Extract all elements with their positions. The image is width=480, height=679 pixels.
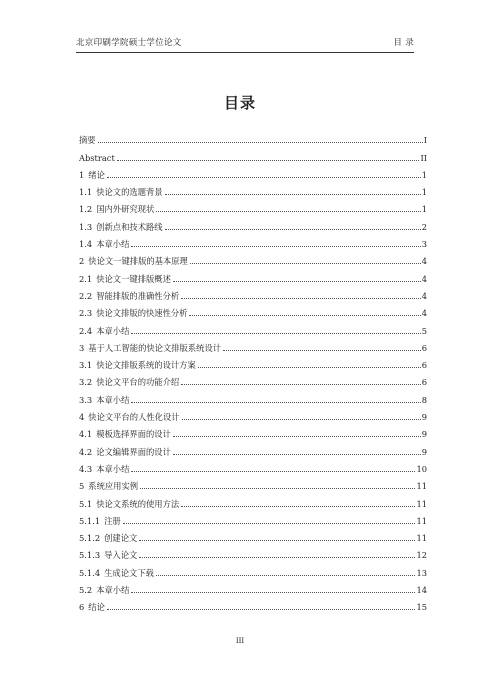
toc-entry-page: 1 [421,204,427,215]
toc-entry[interactable] [79,336,427,353]
toc-entry-label [79,343,221,353]
toc-entry-page: 11 [416,515,427,526]
toc-dot-leader [131,592,415,593]
toc-entry-label [79,153,115,163]
toc-entry[interactable] [79,439,427,456]
toc-entry-label [79,602,105,612]
toc-entry[interactable] [79,509,427,526]
toc-dot-leader [189,315,420,316]
toc-dot-leader [181,384,421,385]
toc-entry-number: 4 [79,412,85,423]
toc-entry-page: 4 [421,290,427,301]
toc-entry-text: 快论文一键排版概述 [96,273,171,284]
toc-entry-page: 6 [421,342,427,353]
toc-entry-number: 2.1 [79,273,93,284]
toc-entry[interactable] [79,284,427,301]
toc-entry-label [79,516,121,526]
toc-entry-label [79,395,129,405]
toc-entry[interactable] [79,145,427,162]
toc-entry-text: 快论文系统的使用方法 [96,498,180,509]
toc-entry[interactable] [79,266,427,283]
toc-entry-text: 结论 [88,602,105,613]
toc-entry-page: 1 [421,187,427,198]
toc-entry-page: 9 [421,412,427,423]
toc-dot-leader [223,350,421,351]
toc-entry-number: 5.1.4 [79,567,101,578]
toc-entry-text: 论文编辑界面的设计 [96,446,171,457]
toc-entry-text: 本章小结 [96,239,130,250]
toc-entry-page: II [420,152,427,163]
toc-entry[interactable] [79,457,427,474]
toc-entry-text: 生成论文下载 [104,567,154,578]
toc-dot-leader [139,557,415,558]
toc-entry-text: 快论文一键排版的基本原理 [88,256,188,267]
toc-entry-number: 6 [79,602,85,613]
toc-entry[interactable] [79,353,427,370]
toc-entry-number: 5.1 [79,498,93,509]
toc-entry[interactable] [79,232,427,249]
toc-dot-leader [182,419,421,420]
toc-dot-leader [181,298,421,299]
toc-entry-number: 3.3 [79,394,93,405]
toc-entry-page: I [423,135,427,146]
toc-entry-page: 6 [421,360,427,371]
toc-entry-label [79,499,179,509]
toc-entry-text: 本章小结 [96,394,130,405]
toc-entry-text: 快论文排版系统的设计方案 [96,360,196,371]
toc-entry-label [79,481,138,491]
toc-entry-text: 系统应用实例 [88,481,139,492]
toc-entry-number: 4.2 [79,446,93,457]
toc-entry-number: 3.2 [79,377,93,388]
toc-dot-leader [131,333,420,334]
header-section-name: 目 录 [393,38,414,48]
toc-dot-leader [198,367,421,368]
header-thesis-title: 北京印刷学院硕士学位论文 [76,38,182,48]
toc-entry[interactable] [79,526,427,543]
page-number: III [235,637,245,645]
toc-entry-text: 快论文平台的人性化设计 [88,412,180,423]
toc-entry-page: 6 [421,377,427,388]
toc-dot-leader [123,523,416,524]
toc-entry-number: 3.1 [79,360,93,371]
toc-entry-page: 11 [416,498,427,509]
toc-dot-leader [173,454,421,455]
toc-entry-text: Abstract [79,152,115,163]
toc-entry-label [79,550,137,560]
table-of-contents [79,128,427,612]
toc-entry-label [79,222,163,232]
toc-entry-number: 1.3 [79,221,93,232]
toc-entry-number: 5.1.2 [79,533,101,544]
toc-entry-page: 4 [421,308,427,319]
toc-entry[interactable] [79,560,427,577]
toc-entry-label [79,568,154,578]
toc-entry[interactable] [79,197,427,214]
toc-dot-leader [156,211,420,212]
toc-dot-leader [181,506,415,507]
toc-entry-page: 10 [416,463,427,474]
toc-entry[interactable] [79,128,427,145]
toc-entry[interactable] [79,474,427,491]
toc-entry[interactable] [79,301,427,318]
toc-entry-label [79,360,196,370]
toc-entry-number: 3 [79,342,85,353]
toc-entry[interactable] [79,543,427,560]
toc-entry[interactable] [79,387,427,404]
toc-entry-text: 国内外研究现状 [96,204,155,215]
toc-entry-label [79,377,179,387]
toc-entry-number: 2.4 [79,325,93,336]
toc-entry-page: 9 [421,429,427,440]
toc-dot-leader [190,263,421,264]
toc-entry-number: 4.3 [79,463,93,474]
toc-entry-number: 4.1 [79,429,93,440]
toc-entry-text: 创建论文 [104,533,138,544]
toc-entry-number: 1.4 [79,239,93,250]
toc-entry-text: 模板选择界面的设计 [96,429,171,440]
toc-entry-page: 5 [421,325,427,336]
toc-entry-number: 1.1 [79,187,93,198]
toc-entry[interactable] [79,405,427,422]
toc-entry-label [79,533,137,543]
toc-entry-page: 14 [416,585,427,596]
toc-entry-page: 8 [421,394,427,405]
toc-entry-page: 11 [416,533,427,544]
toc-entry-text: 快论文平台的功能介绍 [96,377,180,388]
toc-entry-page: 1 [421,169,427,180]
toc-entry-label [79,187,163,197]
toc-entry-number: 5 [79,481,85,492]
toc-entry-number: 1.2 [79,204,93,215]
toc-dot-leader [165,194,421,195]
toc-entry-page: 4 [421,273,427,284]
toc-dot-leader [131,402,420,403]
toc-entry-text: 创新点和技术路线 [96,221,163,232]
toc-entry-number: 5.2 [79,585,93,596]
toc-entry-label [79,291,179,301]
toc-entry-number: 2.3 [79,308,93,319]
header-divider [76,52,414,53]
toc-entry-number: 1 [79,169,85,180]
toc-dot-leader [131,471,415,472]
toc-entry-label [79,239,129,249]
toc-entry[interactable] [79,578,427,595]
page-title: 目录 [223,94,256,112]
toc-entry-label [79,204,154,214]
toc-entry-label [79,429,171,439]
toc-entry-label [79,274,171,284]
toc-entry-page: 2 [421,221,427,232]
toc-dot-leader [140,488,415,489]
toc-entry[interactable] [79,491,427,508]
toc-entry-label [79,256,188,266]
toc-entry[interactable] [79,214,427,231]
toc-entry[interactable] [79,249,427,266]
toc-entry-label [79,308,187,318]
running-header [76,36,414,48]
toc-entry-label [79,585,129,595]
toc-entry[interactable] [79,318,427,335]
toc-dot-leader [117,160,420,161]
toc-entry-number: 5.1.3 [79,550,101,561]
toc-entry-label [79,326,129,336]
toc-dot-leader [156,575,416,576]
toc-entry[interactable] [79,370,427,387]
toc-dot-leader [98,142,423,143]
toc-dot-leader [131,246,420,247]
toc-entry-text: 导入论文 [104,550,138,561]
toc-entry-text: 快论文的选题背景 [96,187,163,198]
toc-entry[interactable] [79,180,427,197]
toc-entry-number: 5.1.1 [79,515,101,526]
toc-entry-text: 本章小结 [96,585,130,596]
toc-entry-page: 13 [416,567,427,578]
toc-entry-text: 本章小结 [96,463,130,474]
toc-entry-label [79,447,171,457]
toc-entry-page: 9 [421,446,427,457]
toc-entry-text: 快论文排版的快速性分析 [96,308,188,319]
toc-entry[interactable] [79,595,427,612]
toc-entry[interactable] [79,163,427,180]
toc-entry-page: 3 [421,239,427,250]
toc-entry-number: 2 [79,256,85,267]
toc-entry-page: 4 [421,256,427,267]
toc-dot-leader [165,229,421,230]
toc-dot-leader [173,436,421,437]
toc-entry-page: 11 [416,481,427,492]
toc-entry-text: 基于人工智能的快论文排版系统设计 [88,342,222,353]
toc-dot-leader [107,609,416,610]
toc-entry-page: 15 [416,602,427,613]
toc-entry-label [79,135,96,145]
toc-entry-text: 智能排版的准确性分析 [96,290,180,301]
toc-dot-leader [173,281,421,282]
toc-entry-label [79,170,105,180]
toc-entry-text: 注册 [104,515,121,526]
toc-entry-text: 本章小结 [96,325,130,336]
toc-entry-text: 绪论 [88,169,105,180]
toc-entry-page: 12 [416,550,427,561]
toc-dot-leader [139,540,415,541]
toc-entry-label [79,412,180,422]
toc-entry-text: 摘要 [79,135,96,146]
toc-dot-leader [107,177,421,178]
toc-entry-label [79,464,129,474]
toc-entry[interactable] [79,422,427,439]
toc-entry-number: 2.2 [79,290,93,301]
